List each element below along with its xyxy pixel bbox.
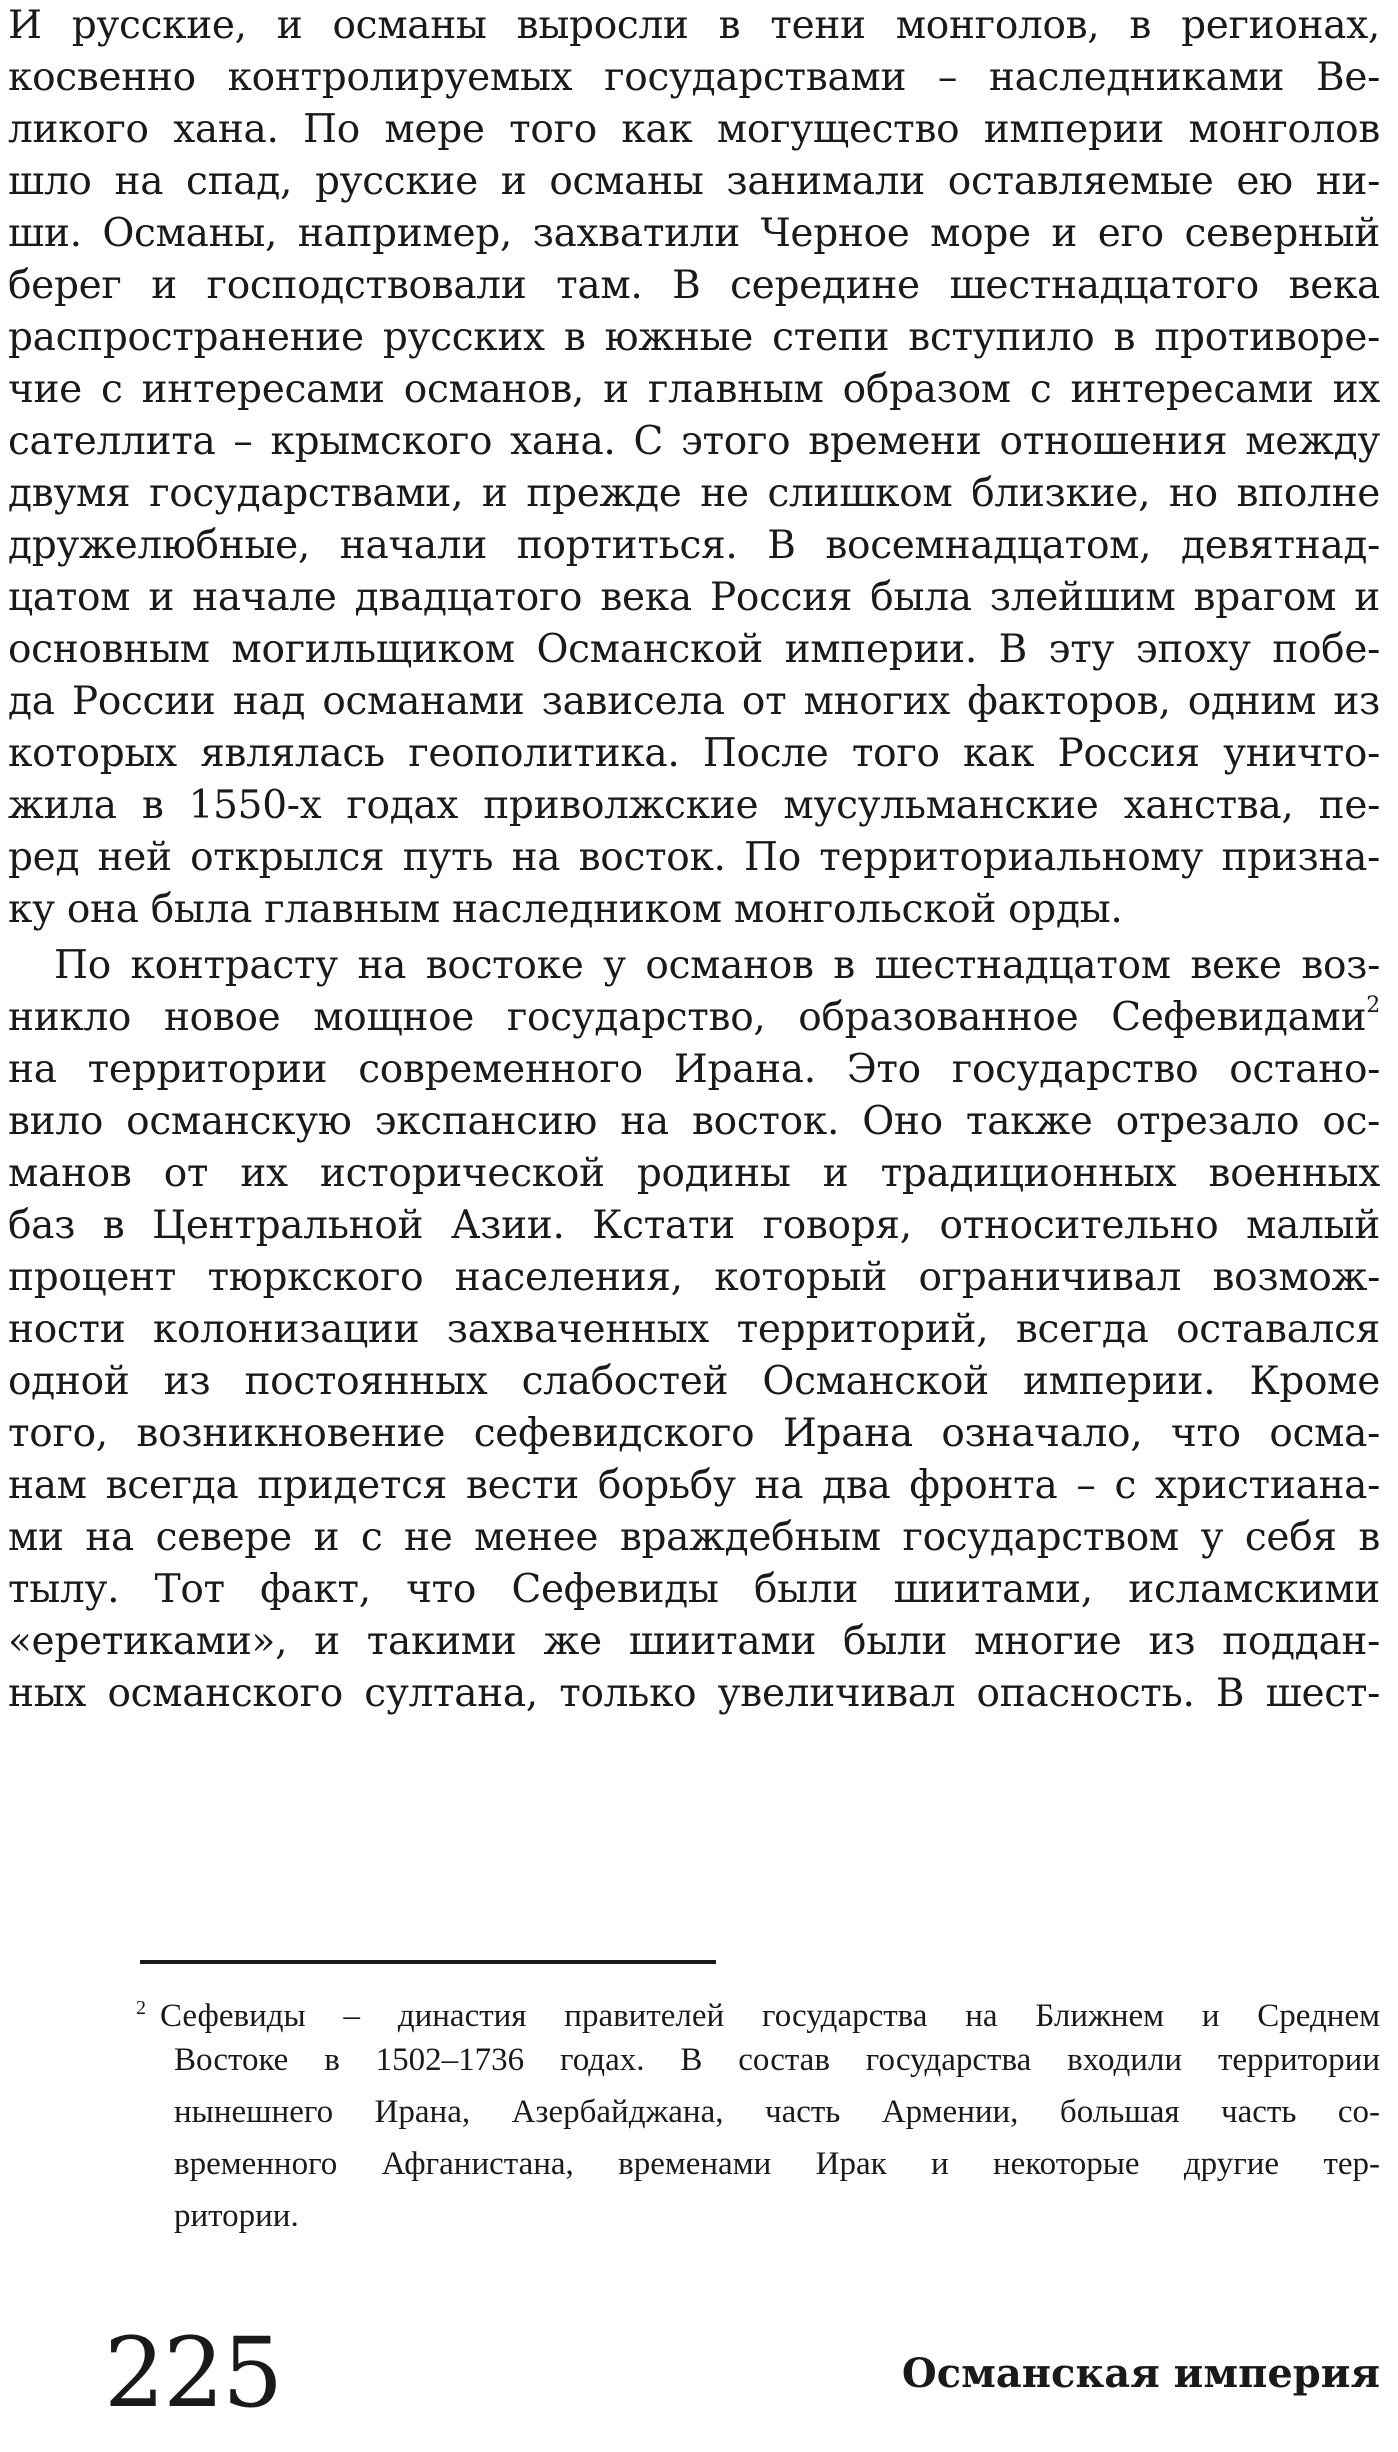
body-text-line: цатом и начале двадцатого века Россия была злейшим врагом и [8,575,1380,620]
body-text-line: вило османскую экспансию на восток. Оно также отрезало ос- [8,1099,1380,1144]
body-text-line: берег и господствовали там. В середине шестнадцатого века [8,263,1380,308]
body-text-line: да России над османами зависела от многих факторов, одним из [8,679,1380,724]
body-text-line: процент тюркского населения, который ограничивал возмож- [8,1255,1380,1300]
footnote-line: нынешнего Ирана, Азербайджана, часть Армении, большая часть со- [174,2094,1380,2130]
footnote-separator [140,1960,716,1964]
body-text-line: тылу. Тот факт, что Сефевиды были шиитами, исламскими [8,1567,1380,1612]
body-text-line: жила в 1550-х годах приволжские мусульманские ханства, пе- [8,783,1380,828]
footnote-text: Сефевиды – династия правителей государства на Ближнем и Среднем [160,1998,1380,2034]
body-text-line: косвенно контролируемых государствами – наследниками Ве- [8,55,1380,100]
running-title: Османская империя [901,2350,1380,2397]
body-text-fragment: никло новое мощное государство, образованное Сефевидами [8,995,1367,1040]
footnote-line: ритории. [174,2198,299,2234]
footnote-mark: 2 [136,1997,146,2019]
body-text-line: основным могильщиком Османской империи. В эту эпоху побе- [8,627,1380,672]
body-text-line: того, возникновение сефевидского Ирана означало, что осма- [8,1411,1380,1456]
body-text-line: одной из постоянных слабостей Османской империи. Кроме [8,1359,1380,1404]
footnote-reference: 2 [1366,993,1380,1018]
body-text-line: ликого хана. По мере того как могущество империи монголов [8,107,1380,152]
body-text-line: манов от их исторической родины и традиционных военных [8,1151,1380,1196]
body-text-line: сателлита – крымского хана. С этого времени отношения между [8,419,1380,464]
footnote-line: Востоке в 1502–1736 годах. В состав государства входили территории [174,2042,1380,2078]
body-text-line: «еретиками», и такими же шиитами были многие из поддан- [8,1619,1380,1664]
body-text-line-with-footnote [8,992,1380,1044]
body-text-line: чие с интересами османов, и главным образом с интересами их [8,367,1380,412]
body-text-line: ности колонизации захваченных территорий, всегда оставался [8,1307,1380,1352]
page-number: 225 [104,2317,282,2429]
body-text-line: ми на севере и с не менее враждебным государством у себя в [8,1515,1380,1560]
footnote-line [136,1984,1380,2032]
footnote-line: временного Афганистана, временами Ирак и некоторые другие тер- [174,2146,1380,2182]
body-text-line: ши. Османы, например, захватили Черное море и его северный [8,211,1380,256]
body-text-line: И русские, и османы выросли в тени монголов, в регионах, [8,3,1380,48]
body-text-line: ред ней открылся путь на восток. По территориальному призна- [8,835,1380,880]
body-text-line: ных османского султана, только увеличивал опасность. В шест- [8,1671,1380,1716]
body-text-line: баз в Центральной Азии. Кстати говоря, относительно малый [8,1203,1380,1248]
body-text-line: дружелюбные, начали портиться. В восемнадцатом, девятнад- [8,523,1380,568]
body-text-line: двумя государствами, и прежде не слишком близкие, но вполне [8,471,1380,516]
body-text-line: распространение русских в южные степи вступило в противоре- [8,315,1380,360]
body-text-line: на территории современного Ирана. Это государство остано- [8,1047,1380,1092]
body-text-line: нам всегда придется вести борьбу на два фронта – с христиана- [8,1463,1380,1508]
body-text-line: которых являлась геополитика. После того как Россия уничто- [8,731,1380,776]
body-text-line: ку она была главным наследником монгольской орды. [8,887,1123,932]
body-text-line: шло на спад, русские и османы занимали оставляемые ею ни- [8,159,1380,204]
body-text-line: По контрасту на востоке у османов в шестнадцатом веке воз- [54,943,1380,988]
